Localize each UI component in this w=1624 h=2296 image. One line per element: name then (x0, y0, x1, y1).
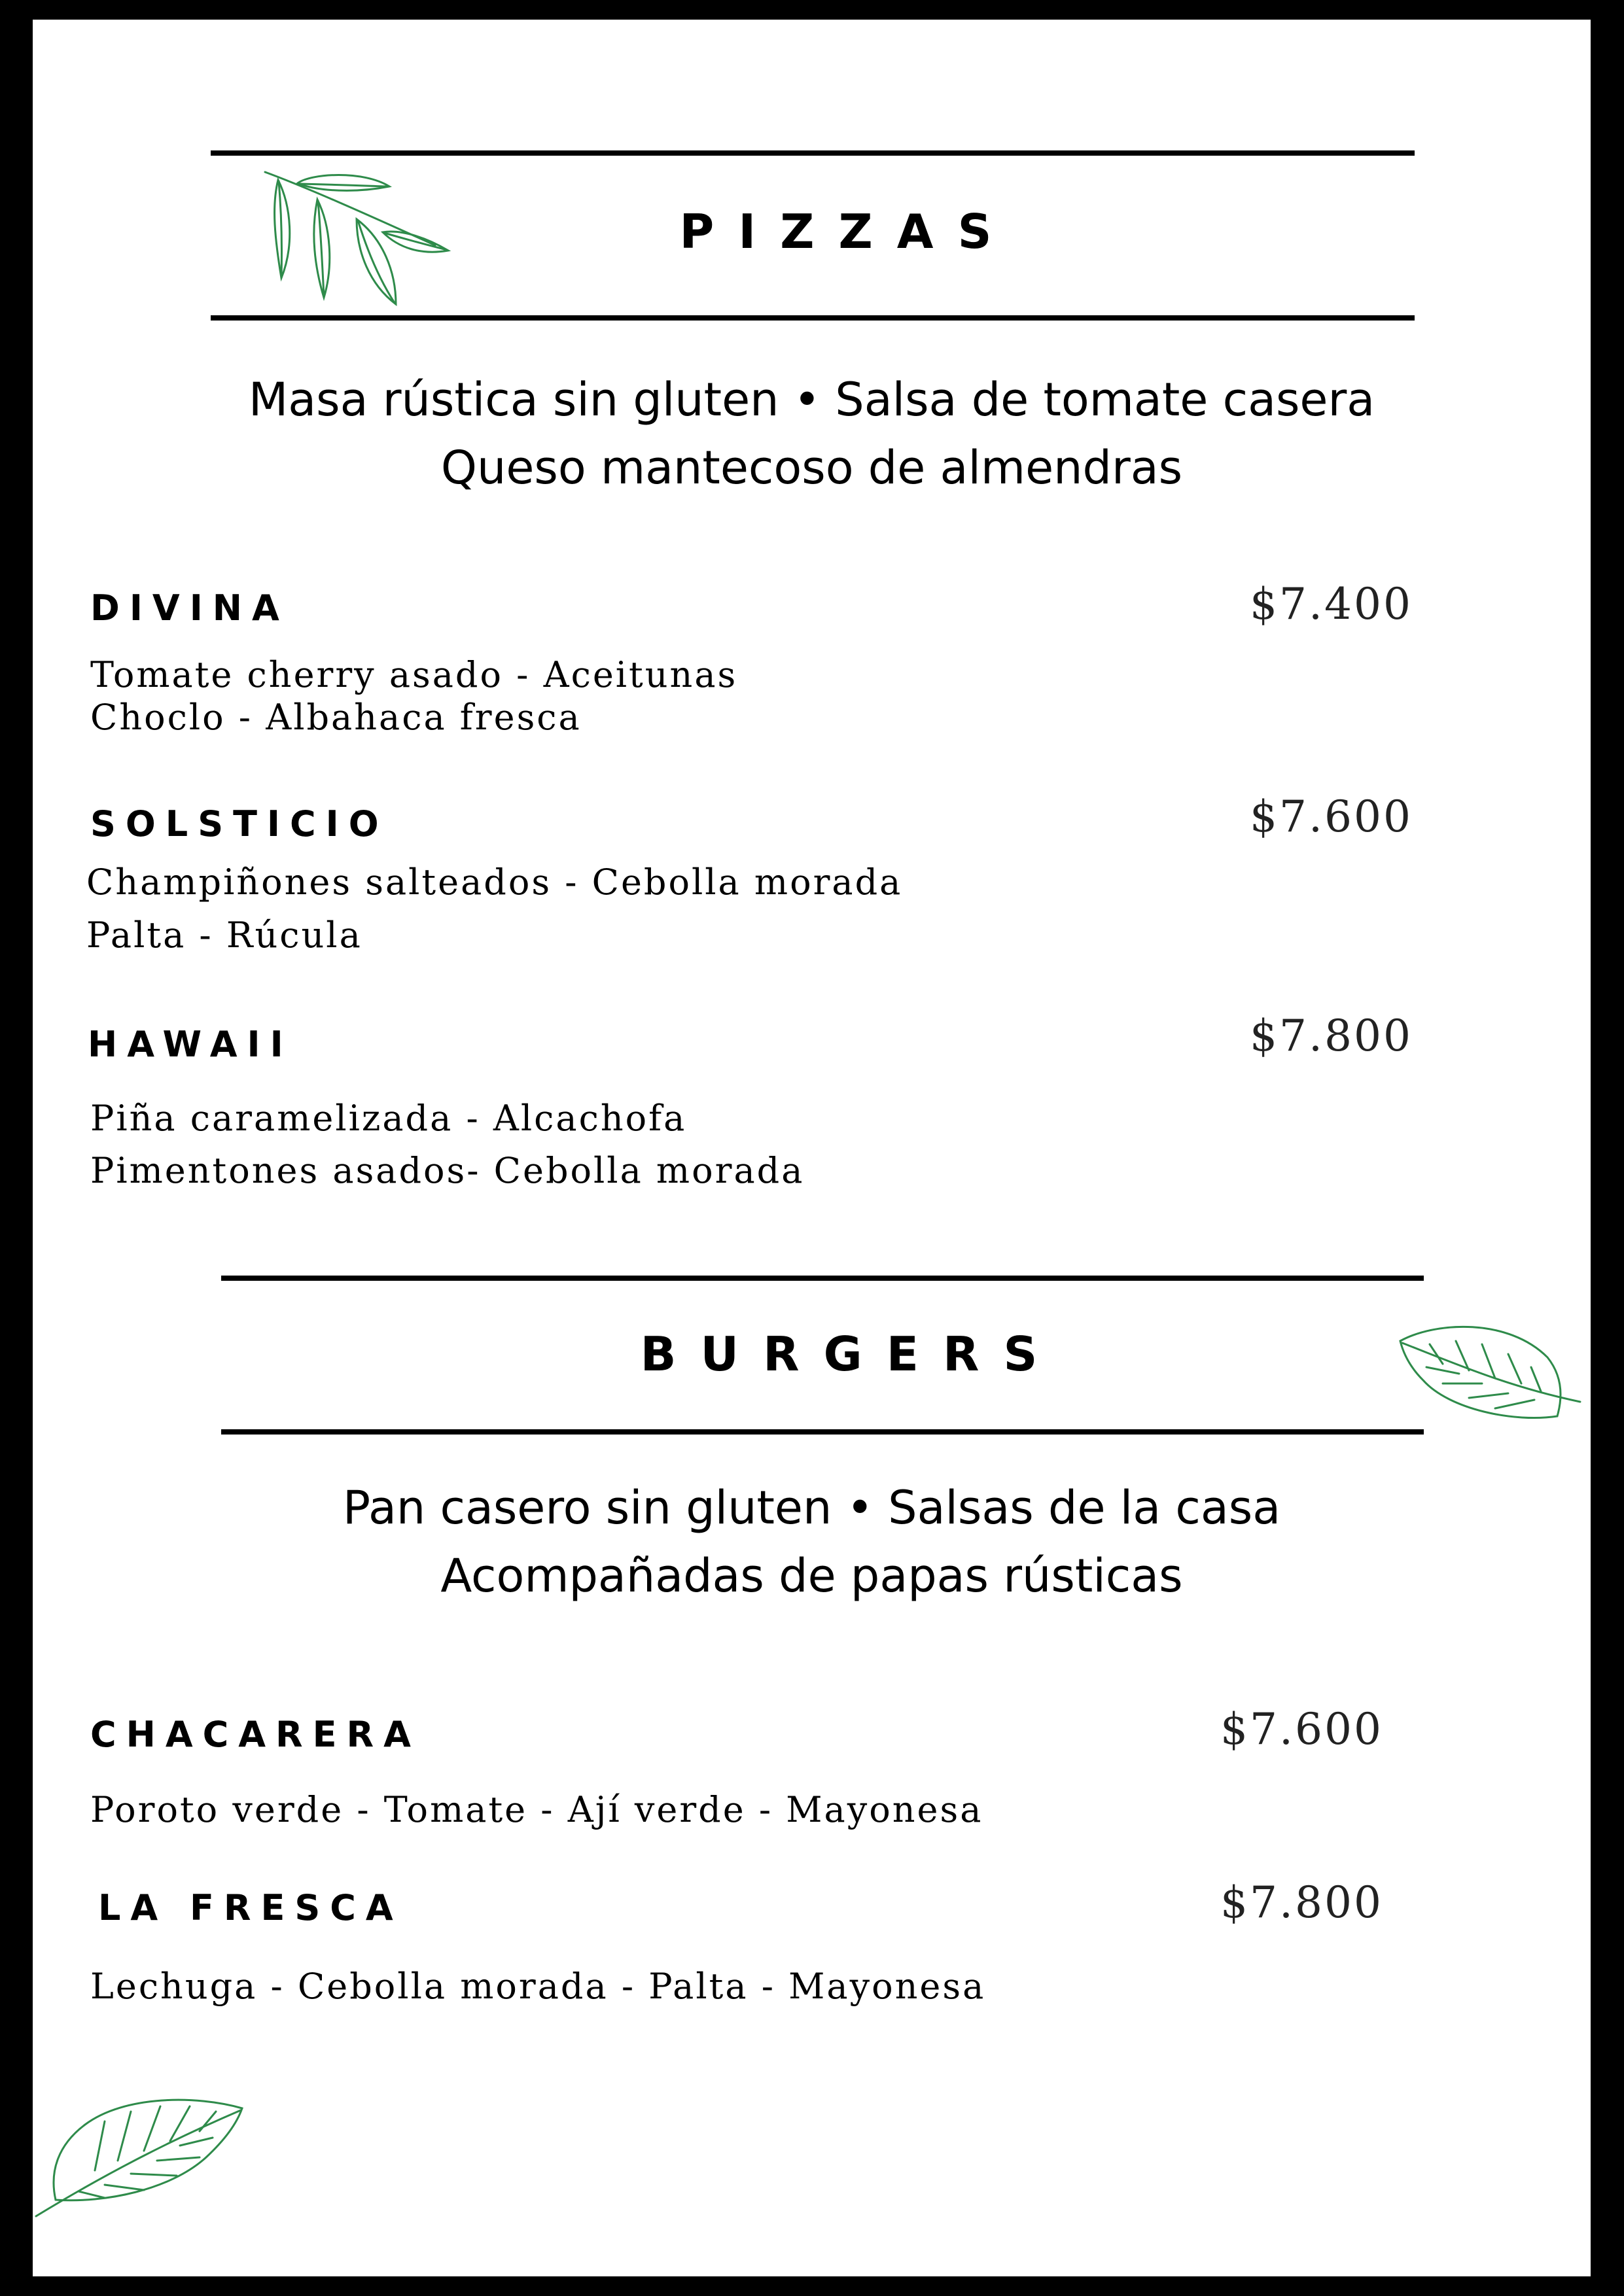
menu-item-price: $7.800 (1220, 1877, 1383, 1928)
menu-item-desc: Pimentones asados- Cebolla morada (90, 1150, 805, 1191)
menu-item-price: $7.400 (1250, 579, 1413, 629)
burgers-bottom-rule (221, 1429, 1424, 1435)
menu-item-desc: Lechuga - Cebolla morada - Palta - Mayonesa (90, 1966, 986, 2007)
section-title-pizzas: P I Z Z A S (679, 204, 996, 259)
menu-item-desc: Poroto verde - Tomate - Ají verde - Mayonesa (90, 1789, 983, 1830)
menu-item-desc: Champiñones salteados - Cebolla morada (86, 861, 903, 903)
menu-item-name: SOLSTICIO (90, 803, 389, 844)
menu-item-name: DIVINA (90, 587, 289, 629)
burgers-subtitle-line2: Acompañadas de papas rústicas (440, 1549, 1183, 1603)
menu-item-desc: Choclo - Albahaca fresca (90, 697, 582, 738)
menu-item-price: $7.600 (1250, 791, 1413, 842)
pizzas-subtitle-line1: Masa rústica sin gluten • Salsa de tomate casera (248, 373, 1375, 426)
section-title-burgers: B U R G E R S (640, 1327, 1042, 1382)
menu-item-desc: Tomate cherry asado - Aceitunas (90, 654, 738, 695)
menu-page (33, 20, 1591, 2276)
menu-item-price: $7.800 (1250, 1011, 1413, 1061)
menu-item-name: HAWAII (88, 1024, 293, 1065)
menu-item-name: LA FRESCA (98, 1887, 403, 1928)
olive-branch-icon (258, 167, 455, 311)
leaf-icon (1397, 1318, 1587, 1436)
pizzas-bottom-rule (211, 315, 1415, 321)
leaf-icon (33, 2092, 249, 2223)
menu-item-name: CHACARERA (90, 1714, 421, 1755)
menu-item-desc: Piña caramelizada - Alcachofa (90, 1098, 687, 1139)
menu-item-desc: Palta - Rúcula (86, 914, 362, 956)
pizzas-subtitle-line2: Queso mantecoso de almendras (440, 441, 1183, 495)
menu-item-price: $7.600 (1220, 1704, 1383, 1754)
pizzas-top-rule (211, 150, 1415, 156)
burgers-subtitle-line1: Pan casero sin gluten • Salsas de la casa (342, 1481, 1281, 1535)
burgers-top-rule (221, 1276, 1424, 1281)
